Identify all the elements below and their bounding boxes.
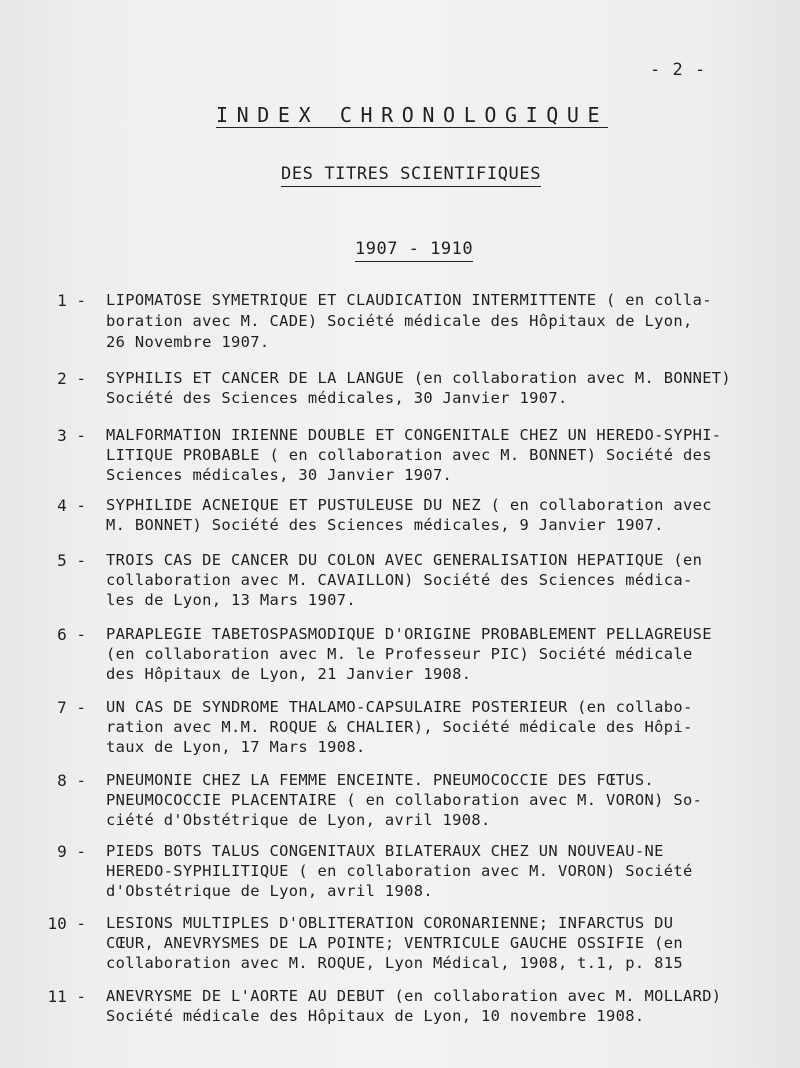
entry-line: ANEVRYSME DE L'AORTE AU DEBUT (en collaboration avec M. MOLLARD): [106, 987, 722, 1005]
period-heading: 1907 - 1910: [355, 239, 473, 262]
entry-line: Société des Sciences médicales, 30 Janvier 1907.: [106, 389, 568, 407]
entry-line: SYPHILIS ET CANCER DE LA LANGUE (en collaboration avec M. BONNET): [106, 369, 732, 387]
entry-line: 26 Novembre 1907.: [106, 333, 270, 351]
entry-number: 1 -: [57, 291, 86, 310]
entry-line: (en collaboration avec M. le Professeur PIC) Société médicale: [106, 645, 693, 663]
entry-line: HEREDO-SYPHILITIQUE ( en collaboration avec M. VORON) Société: [106, 862, 693, 880]
entry-line: CŒUR, ANEVRYSMES DE LA POINTE; VENTRICULE GAUCHE OSSIFIE (en: [106, 934, 683, 952]
entry-line: MALFORMATION IRIENNE DOUBLE ET CONGENITALE CHEZ UN HEREDO-SYPHI-: [106, 426, 722, 444]
document-title: INDEX CHRONOLOGIQUE: [216, 103, 609, 127]
entry-number: 9 -: [57, 842, 86, 861]
entry-line: LIPOMATOSE SYMETRIQUE ET CLAUDICATION INTERMITTENTE ( en colla-: [106, 291, 712, 309]
entry-number: 4 -: [57, 496, 86, 515]
entry-line: LESIONS MULTIPLES D'OBLITERATION CORONARIENNE; INFARCTUS DU: [106, 914, 674, 932]
entry-line: d'Obstétrique de Lyon, avril 1908.: [106, 882, 433, 900]
entry-line: PIEDS BOTS TALUS CONGENITAUX BILATERAUX CHEZ UN NOUVEAU-NE: [106, 842, 664, 860]
entry-number: 3 -: [57, 426, 86, 445]
entry-line: PNEUMONIE CHEZ LA FEMME ENCEINTE. PNEUMOCOCCIE DES FŒTUS.: [106, 771, 655, 789]
entry-line: taux de Lyon, 17 Mars 1908.: [106, 738, 366, 756]
entry-line: TROIS CAS DE CANCER DU COLON AVEC GENERALISATION HEPATIQUE (en: [106, 551, 703, 569]
entry-line: SYPHILIDE ACNEIQUE ET PUSTULEUSE DU NEZ ( en collaboration avec: [106, 496, 712, 514]
entry-number: 6 -: [57, 625, 86, 644]
entry-line: ration avec M.M. ROQUE & CHALIER), Société médicale des Hôpi-: [106, 718, 693, 736]
entry-line: PARAPLEGIE TABETOSPASMODIQUE D'ORIGINE PROBABLEMENT PELLAGREUSE: [106, 625, 712, 643]
entry-line: boration avec M. CADE) Société médicale des Hôpitaux de Lyon,: [106, 312, 693, 330]
page-number: - 2 -: [650, 60, 707, 80]
entry-number: 2 -: [57, 369, 86, 388]
entry-line: M. BONNET) Société des Sciences médicales, 9 Janvier 1907.: [106, 516, 664, 534]
entry-number: 7 -: [57, 698, 86, 717]
entry-line: Société médicale des Hôpitaux de Lyon, 10 novembre 1908.: [106, 1007, 645, 1025]
entry-line: PNEUMOCOCCIE PLACENTAIRE ( en collaboration avec M. VORON) So-: [106, 791, 703, 809]
entry-line: collaboration avec M. ROQUE, Lyon Médical, 1908, t.1, p. 815: [106, 954, 683, 972]
entry-number: 11 -: [47, 987, 86, 1006]
entry-number: 8 -: [57, 771, 86, 790]
entry-line: ciété d'Obstétrique de Lyon, avril 1908.: [106, 811, 491, 829]
entry-number: 5 -: [57, 551, 86, 570]
entry-line: UN CAS DE SYNDROME THALAMO-CAPSULAIRE POSTERIEUR (en collabo-: [106, 698, 693, 716]
entry-line: Sciences médicales, 30 Janvier 1907.: [106, 466, 453, 484]
entry-line: collaboration avec M. CAVAILLON) Société des Sciences médica-: [106, 571, 693, 589]
document-subtitle: DES TITRES SCIENTIFIQUES: [281, 164, 541, 187]
entry-line: LITIQUE PROBABLE ( en collaboration avec M. BONNET) Société des: [106, 446, 712, 464]
entry-line: les de Lyon, 13 Mars 1907.: [106, 591, 357, 609]
entry-number: 10 -: [47, 914, 86, 933]
entry-line: des Hôpitaux de Lyon, 21 Janvier 1908.: [106, 665, 472, 683]
